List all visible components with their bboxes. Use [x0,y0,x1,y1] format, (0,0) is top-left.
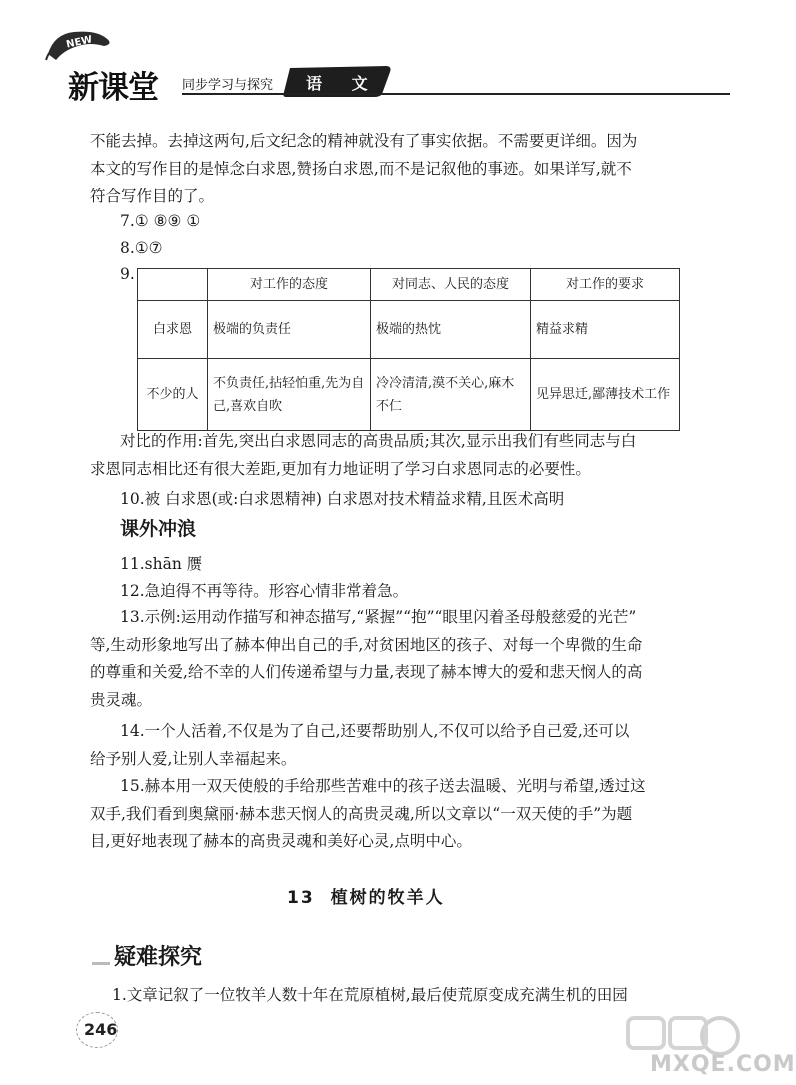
table-header-row [138,269,680,301]
answer-q10: 10.被 白求恩(或:白求恩精神) 白求恩对技术精益求精,且医术高明 [120,490,565,508]
q13-line: 贵灵魂。 [90,690,153,709]
watermark-text: MXQE.COM [650,1052,796,1077]
answer-q8: 8.①⑦ [120,239,163,257]
intro-line: 不能去掉。去掉这两句,后文纪念的精神就没有了事实依据。不需要更详细。因为 [90,132,638,150]
section-heading-extra: 课外冲浪 [120,518,197,540]
table-cell: 极端的负责任 [208,301,371,359]
contrast-paragraph [90,428,680,483]
table-cell: 见异思迁,鄙薄技术工作 [531,359,680,431]
table-cell-name: 白求恩 [138,301,208,359]
q13-line: 13.示例:运用动作描写和神态描写,“紧握”“抱”“眼里闪着圣母般慈爱的光芒” [120,608,637,626]
table-header-cell: 对工作的要求 [531,269,680,301]
table-row [138,359,680,431]
table-cell: 极端的热忱 [371,301,531,359]
table-header-cell: 对同志、人民的态度 [371,269,531,301]
table-cell: 冷冷清清,漠不关心,麻木不仁 [371,359,531,431]
answer-q13 [90,604,680,714]
chapter-title: 植树的牧羊人 [330,888,445,908]
answer-q15 [90,773,680,856]
comparison-table [137,268,680,431]
table-cell: 精益求精 [531,301,680,359]
series-title: 同步学习与探究 [182,78,274,93]
table-header-cell [138,269,208,301]
answer-q11: 11.shān 赝 [120,555,203,573]
intro-line: 本文的写作目的是悼念白求恩,赞扬白求恩,而不是记叙他的事迹。如果详写,就不 [90,159,632,178]
answer-q7: 7.① ⑧⑨ ① [120,212,201,230]
brand-title: 新课堂 [68,70,158,106]
chapter-number: 13 [287,888,315,908]
table-row [138,301,680,359]
chapter-heading [287,883,445,908]
q13-line: 的尊重和关爱,给不幸的人们传递希望与力量,表现了赫本博大的爱和悲天悯人的高 [90,663,643,681]
answer-q14 [90,718,680,773]
q13-line: 等,生动形象地写出了赫本伸出自己的手,对贫困地区的孩子、对每一个卑微的生命 [90,635,643,654]
page-number: 246 [84,1020,118,1039]
q14-line: 给予别人爱,让别人幸福起来。 [90,749,297,768]
section-heading-difficult: 疑难探究 [114,940,202,971]
question-1-line: 1.文章记叙了一位牧羊人数十年在荒原植树,最后使荒原变成充满生机的田园 [112,986,628,1004]
intro-line: 符合写作目的了。 [90,187,215,205]
contrast-line: 求恩同志相比还有很大差距,更加有力地证明了学习白求恩同志的必要性。 [90,459,591,478]
q15-line: 双手,我们看到奥黛丽·赫本悲天悯人的高贵灵魂,所以文章以“一双天使的手”为题 [90,804,633,823]
table-cell-name: 不少的人 [138,359,208,431]
svg-text:NEW: NEW [65,34,94,51]
q15-line: 目,更好地表现了赫本的高贵灵魂和美好心灵,点明中心。 [90,832,472,850]
subject-label: 语 文 [306,74,380,93]
answer-q12: 12.急迫得不再等待。形容心情非常着急。 [120,582,409,600]
q14-line: 14.一个人活着,不仅是为了自己,还要帮助别人,不仅可以给予自己爱,还可以 [120,722,630,740]
answer-q9-number: 9. [120,265,135,283]
table-header-cell: 对工作的态度 [208,269,371,301]
table-cell: 不负责任,拈轻怕重,先为自己,喜欢自吹 [208,359,371,431]
contrast-line: 对比的作用:首先,突出白求恩同志的高贵品质;其次,显示出我们有些同志与白 [120,432,637,450]
intro-paragraph [90,128,680,211]
q15-line: 15.赫本用一双天使般的手给那些苦难中的孩子送去温暖、光明与希望,透过这 [120,777,646,795]
